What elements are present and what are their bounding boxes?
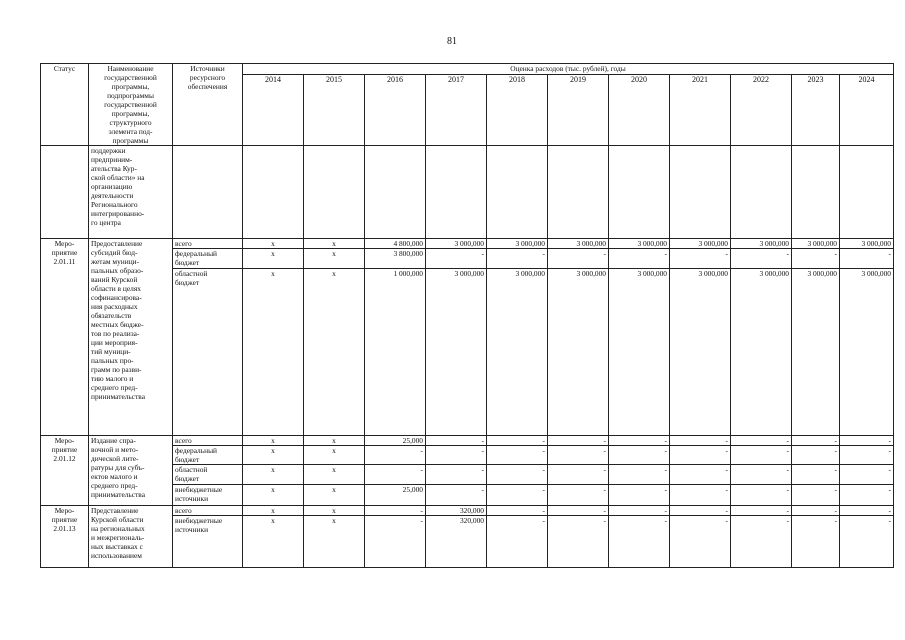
funding-source: федеральный бюджет [173,249,243,269]
value-cell-2018: - [487,506,548,516]
value-cell-2024: - [840,516,894,568]
value-cell-2020: - [609,465,670,485]
value-cell-2018: 3 000,000 [487,239,548,249]
value-cell-2022: - [731,436,792,446]
measure-name: Издание спра- вочной и мето- дической лите- ратуры для субъ- ектов малого и среднего пред- принимательства [89,436,173,506]
header-name: Наименование государственной программы, подпрограммы государственной программы, структурного элемента под- программы [89,64,173,146]
value-cell-2016: - [365,446,426,465]
value-cell-2016: - [365,516,426,568]
value-cell-2015: x [304,446,365,465]
continuation-row [41,146,894,239]
header-status: Статус [41,64,89,146]
year-header-2022: 2022 [731,75,792,146]
value-cell-2022: - [731,465,792,485]
value-cell-2024: - [840,506,894,516]
value-cell-2021: - [670,516,731,568]
value-cell-2019: - [548,249,609,269]
value-cell-2016: 25,000 [365,436,426,446]
funding-source: всего [173,436,243,446]
value-cell-2022: - [731,446,792,465]
value-cell-2020: - [609,249,670,269]
value-cell-2016: 4 800,000 [365,239,426,249]
funding-source: всего [173,506,243,516]
measure-status: Меро- приятие 2.01.12 [41,436,89,506]
value-cell-2024: 3 000,000 [840,269,894,436]
year-header-2014: 2014 [243,75,304,146]
value-cell-2015: x [304,269,365,436]
value-cell-2019: - [548,446,609,465]
value-cell-2014: x [243,269,304,436]
value-cell-2015: x [304,516,365,568]
value-cell-2022: - [731,506,792,516]
value-cell-2023: - [792,465,840,485]
value-cell-2017: - [426,446,487,465]
value-cell-2017: 320,000 [426,516,487,568]
value-cell-2018: - [487,436,548,446]
value-cell-2015: x [304,249,365,269]
value-cell-2021: - [670,485,731,506]
value-cell-2020: - [609,506,670,516]
value-cell-2014: x [243,506,304,516]
value-cell-2020: - [609,485,670,506]
value-cell-2016: 1 000,000 [365,269,426,436]
value-cell-2014: x [243,436,304,446]
funding-source: областной бюджет [173,269,243,436]
value-cell-2019: - [548,465,609,485]
value-cell-2014: x [243,516,304,568]
value-cell-2023: - [792,436,840,446]
value-cell-2019: 3 000,000 [548,239,609,249]
funding-source: внебюджетные источники [173,485,243,506]
value-cell-2021: - [670,465,731,485]
value-cell-2016: - [365,506,426,516]
value-cell-2018: - [487,485,548,506]
value-cell-2021: - [670,436,731,446]
value-cell-2015: x [304,506,365,516]
value-cell-2017: 3 000,000 [426,269,487,436]
value-cell-2020: 3 000,000 [609,239,670,249]
value-cell-2023: - [792,516,840,568]
value-cell-2017: - [426,465,487,485]
value-cell-2018: - [487,249,548,269]
funding-source: федеральный бюджет [173,446,243,465]
funding-source: внебюджетные источники [173,516,243,568]
header-sources: Источники ресурсного обеспечения [173,64,243,146]
value-cell-2016: 25,000 [365,485,426,506]
value-cell-2015: x [304,436,365,446]
value-cell-2018: - [487,465,548,485]
funding-source: областной бюджет [173,465,243,485]
value-cell-2021: - [670,249,731,269]
value-cell-2023: - [792,506,840,516]
value-cell-2023: - [792,485,840,506]
value-cell-2019: - [548,516,609,568]
value-cell-2022: 3 000,000 [731,239,792,249]
value-cell-2022: - [731,516,792,568]
year-header-2015: 2015 [304,75,365,146]
value-cell-2024: 3 000,000 [840,239,894,249]
value-cell-2014: x [243,465,304,485]
value-cell-2021: - [670,506,731,516]
value-cell-2023: 3 000,000 [792,239,840,249]
funding-source: всего [173,239,243,249]
value-cell-2016: 3 800,000 [365,249,426,269]
value-cell-2024: - [840,249,894,269]
measure-status: Меро- приятие 2.01.11 [41,239,89,436]
table-row [41,239,894,249]
continuation-name: поддержки предприним- ательства Кур- ской области» на организацию деятельности Регионального интегрированно- го центра [89,146,173,239]
value-cell-2018: 3 000,000 [487,269,548,436]
value-cell-2023: - [792,249,840,269]
header-expenses: Оценка расходов (тыс. рублей), годы [243,64,894,75]
value-cell-2022: - [731,485,792,506]
value-cell-2024: - [840,446,894,465]
year-header-2019: 2019 [548,75,609,146]
value-cell-2021: - [670,446,731,465]
value-cell-2019: - [548,485,609,506]
value-cell-2024: - [840,465,894,485]
value-cell-2023: 3 000,000 [792,269,840,436]
measure-name: Предоставление субсидий бюд- жетам муници- пальных образо- ваний Курской области в целях софинансирова- ния расходных обязательств местных бюдже- тов по реализа- ции мероприя- тий муници- пальных про- грамм по разви- тию малого и среднего пред- принимательства [89,239,173,436]
budget-table [40,63,894,568]
table-row [41,436,894,446]
value-cell-2015: x [304,485,365,506]
value-cell-2015: x [304,239,365,249]
year-header-2023: 2023 [792,75,840,146]
value-cell-2014: x [243,249,304,269]
value-cell-2016: - [365,465,426,485]
value-cell-2017: 320,000 [426,506,487,516]
value-cell-2020: 3 000,000 [609,269,670,436]
table-row [41,506,894,516]
value-cell-2024: - [840,485,894,506]
value-cell-2023: - [792,446,840,465]
page-number: 81 [447,36,457,47]
value-cell-2021: 3 000,000 [670,239,731,249]
year-header-2024: 2024 [840,75,894,146]
value-cell-2017: - [426,485,487,506]
value-cell-2019: - [548,436,609,446]
value-cell-2014: x [243,485,304,506]
value-cell-2015: x [304,465,365,485]
value-cell-2019: 3 000,000 [548,269,609,436]
measure-name: Представление Курской области на региональных и межрегиональ- ных выставках с использованием [89,506,173,568]
value-cell-2017: - [426,249,487,269]
year-header-2018: 2018 [487,75,548,146]
value-cell-2018: - [487,446,548,465]
value-cell-2017: 3 000,000 [426,239,487,249]
year-header-2020: 2020 [609,75,670,146]
year-header-2017: 2017 [426,75,487,146]
value-cell-2021: 3 000,000 [670,269,731,436]
value-cell-2024: - [840,436,894,446]
year-header-2016: 2016 [365,75,426,146]
value-cell-2020: - [609,516,670,568]
year-header-2021: 2021 [670,75,731,146]
value-cell-2019: - [548,506,609,516]
value-cell-2018: - [487,516,548,568]
value-cell-2020: - [609,446,670,465]
value-cell-2014: x [243,446,304,465]
value-cell-2020: - [609,436,670,446]
value-cell-2014: x [243,239,304,249]
value-cell-2022: 3 000,000 [731,269,792,436]
value-cell-2017: - [426,436,487,446]
measure-status: Меро- приятие 2.01.13 [41,506,89,568]
value-cell-2022: - [731,249,792,269]
